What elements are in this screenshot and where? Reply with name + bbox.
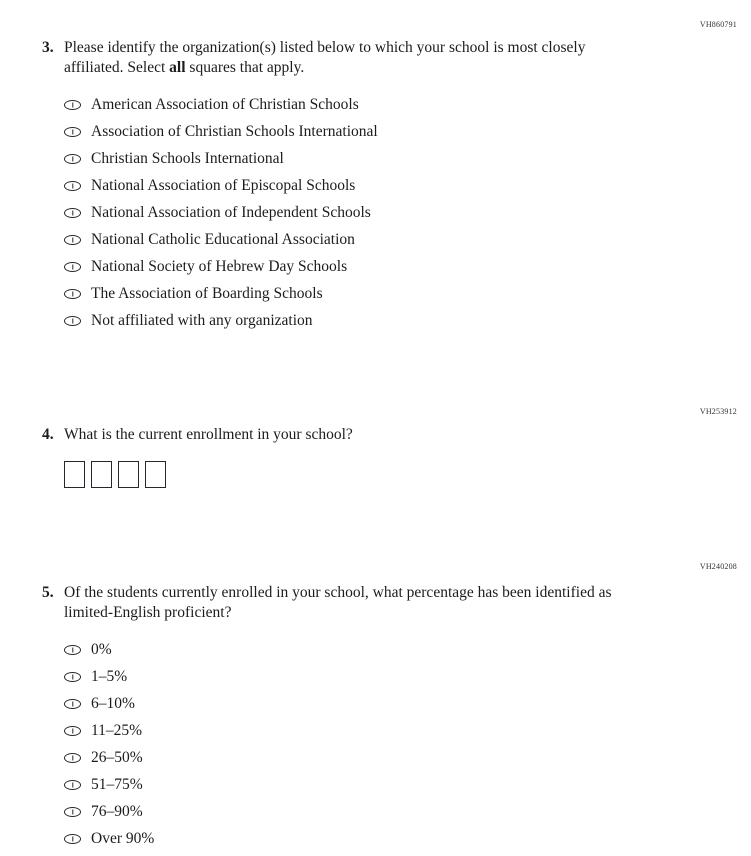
answer-oval[interactable] (64, 181, 81, 191)
option-row[interactable] (64, 826, 711, 853)
answer-oval[interactable] (64, 780, 81, 790)
question-3-text (64, 38, 609, 78)
answer-oval[interactable] (64, 100, 81, 110)
answer-oval[interactable] (64, 262, 81, 272)
option-label: National Catholic Educational Association (91, 231, 355, 249)
question-5-options (64, 637, 711, 853)
option-label: 76–90% (91, 803, 143, 821)
question-3-text-after: squares that apply. (189, 58, 305, 76)
option-label: Association of Christian Schools International (91, 123, 378, 141)
question-4 (42, 425, 711, 488)
option-row[interactable] (64, 772, 711, 799)
option-label: American Association of Christian Schools (91, 96, 359, 114)
answer-oval[interactable] (64, 834, 81, 844)
option-row[interactable] (64, 92, 711, 119)
option-row[interactable] (64, 227, 711, 254)
option-label: Over 90% (91, 830, 155, 848)
answer-oval[interactable] (64, 235, 81, 245)
option-label: 26–50% (91, 749, 143, 767)
option-label: 51–75% (91, 776, 143, 794)
answer-oval[interactable] (64, 807, 81, 817)
question-5-number: 5. (42, 584, 54, 601)
question-5 (42, 583, 711, 853)
option-label: 11–25% (91, 722, 143, 740)
option-label: National Society of Hebrew Day Schools (91, 258, 348, 276)
question-3-number: 3. (42, 39, 54, 56)
option-label: 1–5% (91, 668, 128, 686)
option-row[interactable] (64, 718, 711, 745)
answer-oval[interactable] (64, 753, 81, 763)
option-label: 6–10% (91, 695, 135, 713)
answer-oval[interactable] (64, 699, 81, 709)
question-code-q4: VH253912 (699, 407, 737, 416)
enrollment-digit-box-3[interactable] (118, 461, 139, 488)
answer-oval[interactable] (64, 208, 81, 218)
question-5-head (42, 583, 711, 623)
option-row[interactable] (64, 637, 711, 664)
option-row[interactable] (64, 799, 711, 826)
question-3-options (64, 92, 711, 335)
option-label: 0% (91, 641, 112, 659)
question-3 (42, 38, 711, 335)
option-row[interactable] (64, 146, 711, 173)
option-label: National Association of Episcopal Schools (91, 177, 356, 195)
answer-oval[interactable] (64, 645, 81, 655)
option-label: The Association of Boarding Schools (91, 285, 323, 303)
option-row[interactable] (64, 691, 711, 718)
question-3-text-before: Please identify the organization(s) listed below to which your school is most closely affiliated. Select (64, 39, 586, 76)
question-3-text-bold: all (169, 58, 186, 76)
question-3-head (42, 38, 711, 78)
option-row[interactable] (64, 119, 711, 146)
option-row[interactable] (64, 308, 711, 335)
answer-oval[interactable] (64, 672, 81, 682)
answer-oval[interactable] (64, 127, 81, 137)
option-label: Christian Schools International (91, 150, 284, 168)
option-row[interactable] (64, 200, 711, 227)
answer-oval[interactable] (64, 726, 81, 736)
option-label: National Association of Independent Schools (91, 204, 371, 222)
enrollment-digit-box-2[interactable] (91, 461, 112, 488)
question-4-text: What is the current enrollment in your school? (64, 426, 353, 443)
question-4-number: 4. (42, 426, 54, 443)
answer-oval[interactable] (64, 154, 81, 164)
enrollment-digit-box-1[interactable] (64, 461, 85, 488)
question-code-q3: VH860791 (699, 20, 737, 29)
answer-oval[interactable] (64, 289, 81, 299)
option-label: Not affiliated with any organization (91, 312, 313, 330)
enrollment-write-boxes (64, 461, 711, 488)
option-row[interactable] (64, 281, 711, 308)
question-5-text: Of the students currently enrolled in your school, what percentage has been identified as limited-English proficient? (64, 584, 612, 621)
question-code-q5: VH240208 (699, 562, 737, 571)
option-row[interactable] (64, 664, 711, 691)
option-row[interactable] (64, 745, 711, 772)
option-row[interactable] (64, 254, 711, 281)
answer-oval[interactable] (64, 316, 81, 326)
option-row[interactable] (64, 173, 711, 200)
enrollment-digit-box-4[interactable] (145, 461, 166, 488)
question-4-head (42, 425, 711, 445)
